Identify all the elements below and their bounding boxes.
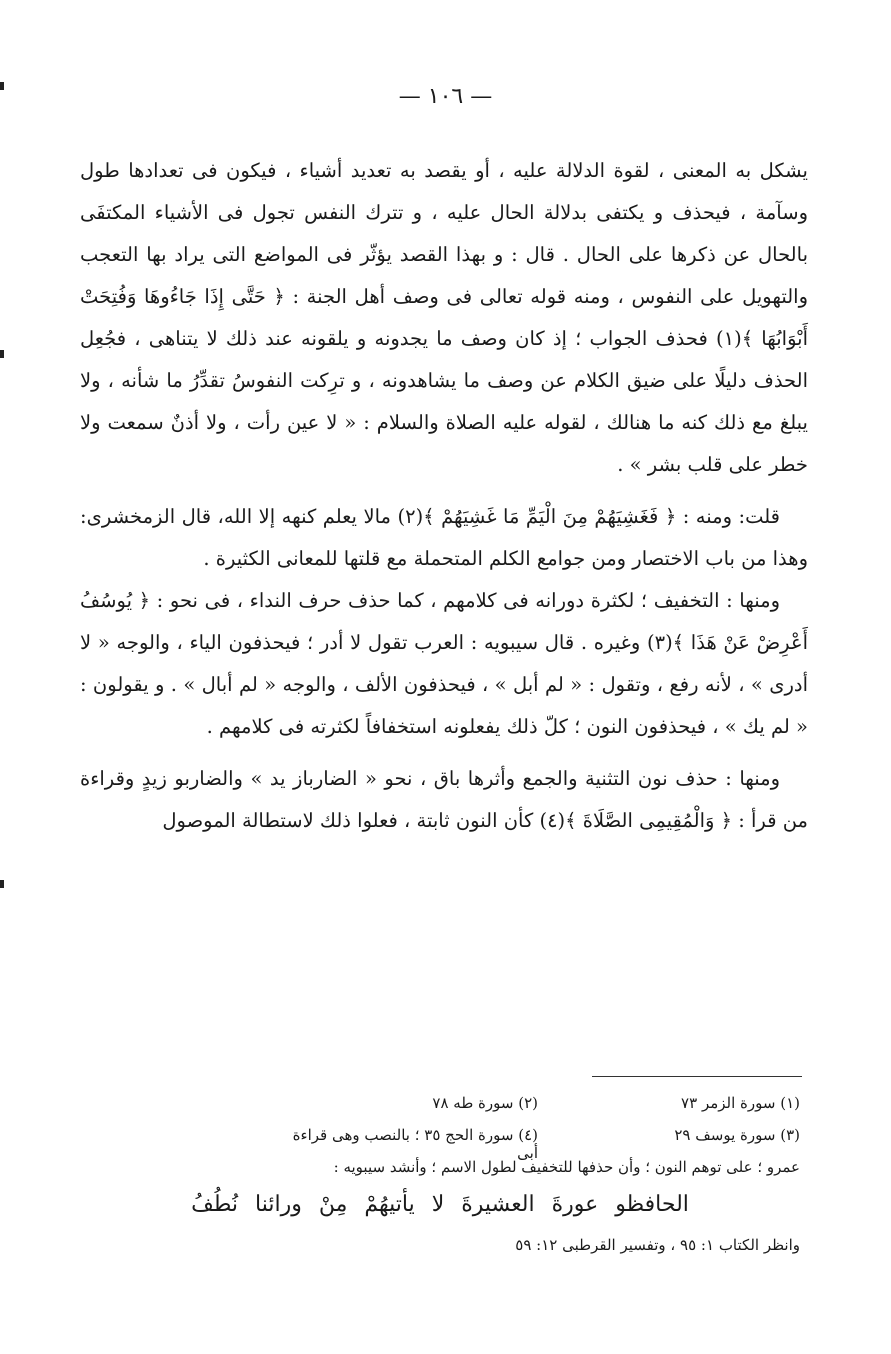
footnote-row bbox=[270, 1126, 800, 1162]
footnote: (٤) سورة الحج ٣٥ ؛ بالنصب وهى قراءة أبى bbox=[292, 1126, 538, 1162]
footnote: (٢) سورة طه ٧٨ bbox=[432, 1094, 538, 1112]
margin-mark bbox=[0, 350, 4, 358]
paragraph: قلت: ومنه : ﴿ فَغَشِيَهُمْ مِنَ الْيَمِّ مَا غَشِيَهُمْ ﴾(٢) مالا يعلم كنهه إلا الله، قال الزمخشرى: وهذا من باب الاختصار ومن جوامع الكلم المتحملة مع قلتها للمعانى الكثيرة . bbox=[80, 505, 808, 570]
footnote-continuation: عمرو ؛ على توهم النون ؛ وأن حذفها للتخفيف لطول الاسم ؛ وأنشد سيبويه : bbox=[333, 1158, 800, 1176]
paragraph: ومنها : التخفيف ؛ لكثرة دورانه فى كلامهم ، كما حذف حرف النداء ، فى نحو : ﴿ يُوسُفُ أَعْرِضْ عَنْ هَذَا ﴾(٣) وغيره . قال سيبويه : العرب تقول لا أدر ؛ فيحذفون الياء ، والوجه « لا أدرى » ، لأنه رفع ، وتقول : « لم أبل » ، فيحذفون الألف ، والوجه « لم أبال » . و يقولون : « لم يك » ، فيحذفون النون ؛ كلّ ذلك يفعلونه استخفافاً لكثرته فى كلامهم . bbox=[80, 589, 808, 738]
margin-mark bbox=[0, 82, 4, 90]
footnote: (١) سورة الزمر ٧٣ bbox=[681, 1094, 800, 1112]
poetry-verse: الحافظو عورةَ العشيرةَ لا يأتيهُمْ مِنْ ورائنا نُطُفُ bbox=[191, 1192, 689, 1217]
margin-mark bbox=[0, 880, 4, 888]
footnote: (٣) سورة يوسف ٢٩ bbox=[674, 1126, 800, 1144]
page-number: — ١٠٦ — bbox=[398, 84, 493, 109]
main-text bbox=[80, 150, 808, 842]
paragraph: يشكل به المعنى ، لقوة الدلالة عليه ، أو يقصد به تعديد أشياء ، فيكون فى تعدادها طول وسآمة ، فيحذف و يكتفى بدلالة الحال عليه ، و تترك النفس تجول فى الأشياء المكتفَى بالحال عن ذكرها على الحال . قال : و بهذا القصد يؤثّر فى المواضع التى يراد بها التعجب والتهويل على النفوس ، ومنه قوله تعالى فى وصف أهل الجنة : ﴿ حَتَّى إِذَا جَاءُوهَا وَفُتِحَتْ أَبْوَابُهَا ﴾(١) فحذف الجواب ؛ إذ كان وصف ما يجدونه و يلقونه عند ذلك لا يتناهى ، فجُعِل الحذف دليلًا على ضيق الكلام عن وصف ما يشاهدونه ، و ترِكت النفوسُ تقدِّرُ ما شأنه ، ولا يبلغ مع ذلك كنه ما هنالك ، لقوله عليه الصلاة والسلام : « لا عين رأت ، ولا أذنٌ سمعت ولا خطر على قلب بشر » . bbox=[80, 159, 808, 476]
footnote-row bbox=[270, 1094, 800, 1112]
footnote-reference: وانظر الكتاب ١: ٩٥ ، وتفسير القرطبى ١٢: ٥٩ bbox=[515, 1236, 800, 1254]
footnote-divider bbox=[592, 1076, 802, 1077]
paragraph: ومنها : حذف نون التثنية والجمع وأثرها باق ، نحو « الضارباز يد » والضاربو زيدٍ وقراءة من قرأ : ﴿ وَالْمُقِيمِى الصَّلَاةَ ﴾(٤) كأن النون ثابتة ، فعلوا ذلك لاستطالة الموصول bbox=[80, 767, 808, 832]
